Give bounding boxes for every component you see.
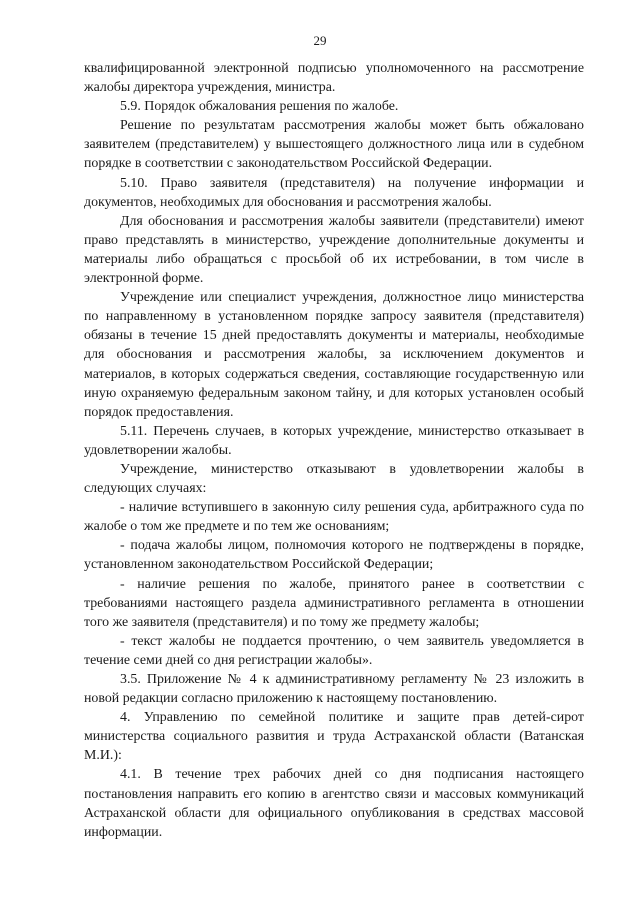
list-item: - текст жалобы не поддается прочтению, о чем заявитель уведомляется в течение семи дней со дня регистрации жалобы». [84,633,584,668]
page-number: 29 [313,33,327,48]
paragraph-4-1: 4.1. В течение трех рабочих дней со дня подписания настоящего постановления направить его копию в агентство связи и массовых коммуникаций Астраханской области для официального опубликования в средствах массовой информации. [84,767,584,840]
paragraph-continuation: квалифицированной электронной подписью уполномоченного на рассмотрение жалобы директора учреждения, министра. [84,61,584,96]
paragraph: Для обоснования и рассмотрения жалобы заявители (представители) имеют право представлять в министерство, учреждение дополнительные документы и материалы либо обращаться с просьбой об их истребовании, в том числе в электронной форме. [84,213,584,287]
document-body [84,59,584,842]
paragraph: Учреждение или специалист учреждения, должностное лицо министерства по направленному в установленном порядке запросу заявителя (представителя) обязаны в течение 15 дней предоставлять документы и материалы, необходимые для обоснования и рассмотрения жалобы, за исключением документов и материалов, в которых содержаться сведения, составляющие государственную или иную охраняемую федеральным законом тайну, и для которых установлен особый порядок предоставления. [84,290,584,420]
paragraph-4: 4. Управлению по семейной политике и защите прав детей-сирот министерства социального развития и труда Астраханской области (Ватанская М.И.): [84,710,584,764]
section-heading-5-10: 5.10. Право заявителя (представителя) на получение информации и документов, необходимых для обоснования и рассмотрения жалобы. [84,175,584,210]
section-heading-5-9: 5.9. Порядок обжалования решения по жалобе. [120,99,399,115]
paragraph-3-5: 3.5. Приложение № 4 к административному регламенту № 23 изложить в новой редакции согласно приложению к настоящему постановлению. [84,672,584,707]
paragraph: Учреждение, министерство отказывают в удовлетворении жалобы в следующих случаях: [84,461,584,497]
paragraph: Решение по результатам рассмотрения жалобы может быть обжаловано заявителем (представителем) у вышестоящего должностного лица или в судебном порядке в соответствии с законодательством Российской Федерации. [84,118,584,172]
section-heading-5-11: 5.11. Перечень случаев, в которых учреждение, министерство отказывает в удовлетворении жалобы. [84,423,584,458]
list-item: - наличие решения по жалобе, принятого ранее в соответствии с требованиями настоящего раздела административного регламента в отношении того же заявителя (представителя) и по тому же предмету жалобы; [84,576,584,630]
list-item: - подача жалобы лицом, полномочия которого не подтверждены в порядке, установленном законодательством Российской Федерации; [84,538,584,573]
list-item: - наличие вступившего в законную силу решения суда, арбитражного суда по жалобе о том же предмете и по тем же основаниям; [84,500,584,535]
